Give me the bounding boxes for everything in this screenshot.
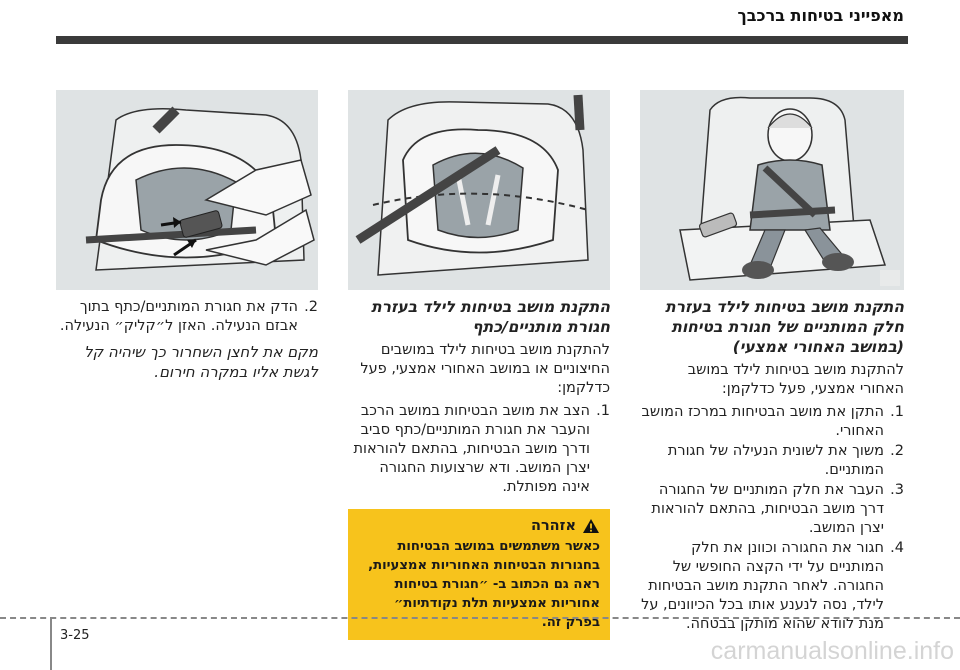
- step-text: העבר את חלק המותניים של החגורה דרך מושב הבטיחות, בהתאם להוראות יצרן המושב.: [651, 482, 884, 536]
- child-in-booster-seat-drawing: [640, 90, 904, 290]
- step-number: 1.: [596, 403, 610, 419]
- column-right: [640, 90, 904, 635]
- intro-paragraph: להתקנת מושב בטיחות לילד במושבים החיצוניים או במושב האחורי אמצעי, פעל כדלקמן:: [360, 342, 610, 396]
- step-item: [348, 402, 610, 497]
- section-title-lap-shoulder-belt: התקנת מושב בטיחות לילד בעזרת חגורת מותניים/כתף: [371, 298, 610, 336]
- warning-title: אזהרה: [530, 518, 576, 534]
- step-number: 2.: [304, 299, 318, 315]
- step-number: 3.: [890, 482, 904, 498]
- illustration-buckle-click: [56, 90, 318, 290]
- site-watermark: carmanualsonline.info: [710, 637, 954, 665]
- step-number: 2.: [890, 443, 904, 459]
- steps-list: [348, 402, 610, 497]
- step-text: חגור את החגורה וכוונן את חלק המותניים על ידי הקצה החופשי של החגורה. לאחר התקנת מושב הבטיחות לילד, נסה לנענע אותו בכל הכיוונים, על מנת לוודא שהוא מותקן בבטחה.: [641, 540, 884, 632]
- footer-divider: [0, 617, 960, 619]
- header-bar: [56, 36, 908, 44]
- steps-list: [56, 298, 318, 336]
- warning-triangle-icon: [582, 518, 600, 534]
- page-header-title: מאפייני בטיחות ברכבך: [737, 6, 904, 25]
- release-button-note: מקם את לחצן השחרור כך שיהיה קל לגשת אליו במקרה חירום.: [84, 343, 318, 381]
- buckling-belt-drawing: [56, 90, 318, 290]
- column-left: [56, 90, 318, 382]
- illustration-child-seat-booster: [640, 90, 904, 290]
- step-text: התקן את מושב הבטיחות במרכז המושב האחורי.: [641, 404, 884, 439]
- warning-text: כאשר משתמשים במושב הבטיחות בחגורות הבטיחות האחוריות אמצעיות, ראה גם הכתוב ב- ״חגורת בטיחות אחוריות אמצעיות תלת נקודתיות״ בפרק זה.: [368, 539, 600, 630]
- child-seat-with-belt-drawing: [348, 90, 610, 290]
- column-middle: [348, 90, 610, 640]
- section-title-center-lap-belt: התקנת מושב בטיחות לילד בעזרת חלק המותניים של חגורת בטיחות (במושב האחורי אמצעי): [665, 298, 904, 356]
- step-item: [640, 539, 904, 634]
- step-text: משוך את לשונית הנעילה של חגורת המותניים.: [667, 443, 884, 478]
- step-item: [640, 481, 904, 538]
- step-number: 1.: [890, 404, 904, 420]
- intro-paragraph: להתקנת מושב בטיחות לילד במושב האחורי אמצעי, פעל כדלקמן:: [687, 362, 904, 397]
- warning-box: [348, 509, 610, 640]
- step-number: 4.: [890, 540, 904, 556]
- footer-tick: [50, 617, 52, 670]
- step-text: הצב את מושב הבטיחות במושב הרכב והעבר את חגורת המותניים/כתף סביב ודרך מושב הבטיחות, בהתאם להוראות יצרן המושב. ודא שרצועות החגורה אינה מפותלת.: [353, 403, 590, 495]
- step-text: הדק את חגורת המותניים/כתף בתוך אבזם הנעילה. האזן ל״קליק״ הנעילה.: [59, 299, 298, 334]
- step-item: [56, 298, 318, 336]
- step-item: [640, 442, 904, 480]
- step-item: [640, 403, 904, 441]
- illustration-child-seat-shoulder-belt: [348, 90, 610, 290]
- page-number: 3-25: [60, 628, 90, 643]
- warning-header: [358, 517, 600, 535]
- steps-list: [640, 403, 904, 634]
